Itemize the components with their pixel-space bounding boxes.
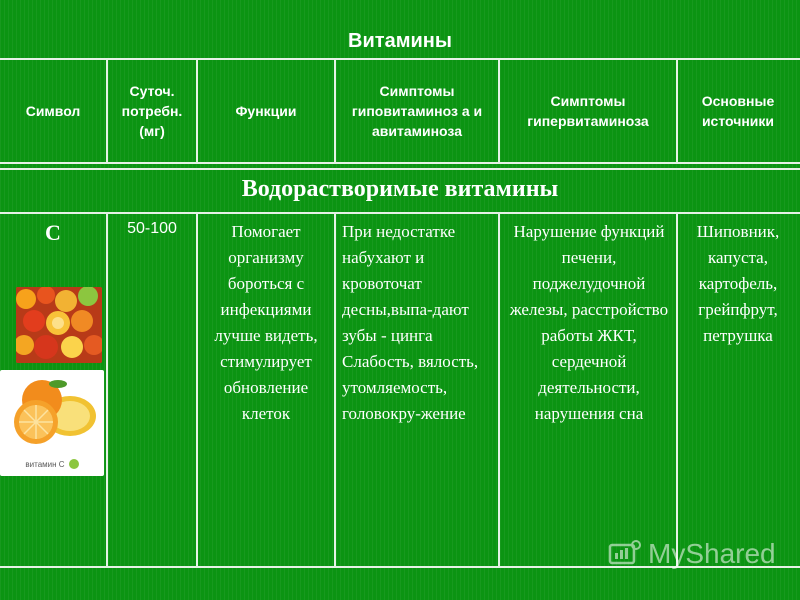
hypervitaminosis-text: Нарушение функций печени, поджелудочной железы, расстройство работы ЖКТ, сердечной деятельности, нарушения сна (509, 222, 669, 423)
functions-text: Помогает организму бороться с инфекциями лучше видеть, стимулирует обновление клеток (214, 222, 318, 423)
header-bottom-border (0, 162, 800, 164)
daily-requirement-value: 50-100 (127, 220, 177, 237)
header-symbol: Символ (25, 103, 81, 119)
section-title: Водорастворимые витамины (241, 176, 559, 202)
page-title: Витамины (348, 30, 452, 52)
row-divider-2 (196, 212, 198, 568)
col-divider-5 (676, 58, 678, 164)
sources-text: Шиповник, капуста, картофель, грейпфрут, петрушка (696, 222, 780, 345)
citrus-fruits-photo (16, 287, 102, 363)
section-bottom-border (0, 212, 800, 214)
vitamin-c-badge-icon (69, 459, 79, 469)
row-divider-1 (106, 212, 108, 568)
col-divider-1 (106, 58, 108, 164)
orange-lemon-photo (0, 370, 104, 476)
row-divider-3 (334, 212, 336, 568)
watermark (608, 536, 776, 572)
row-divider-4 (498, 212, 500, 568)
header-hypovitaminosis: Симптомы гиповитаминоз а и авитаминоза (351, 83, 483, 139)
header-functions: Функции (235, 103, 297, 119)
watermark-text: MyShared (648, 538, 776, 569)
vitamin-symbol: С (45, 220, 61, 245)
col-divider-3 (334, 58, 336, 164)
row-divider-5 (676, 212, 678, 568)
watermark-logo-icon (608, 539, 642, 569)
header-sources: Основные источники (701, 93, 775, 129)
photo-label: витамин С (25, 459, 65, 469)
section-top-border (0, 168, 800, 170)
hypovitaminosis-text: При недостатке набухают и кровоточат десны,выпа-дают зубы - цинга Слабость, вялость, утомляемость, головокру-жение (342, 222, 479, 423)
header-daily-requirement: Суточ. потребн. (мг) (121, 83, 183, 139)
header-hypervitaminosis: Симптомы гипервитаминоза (527, 93, 649, 129)
